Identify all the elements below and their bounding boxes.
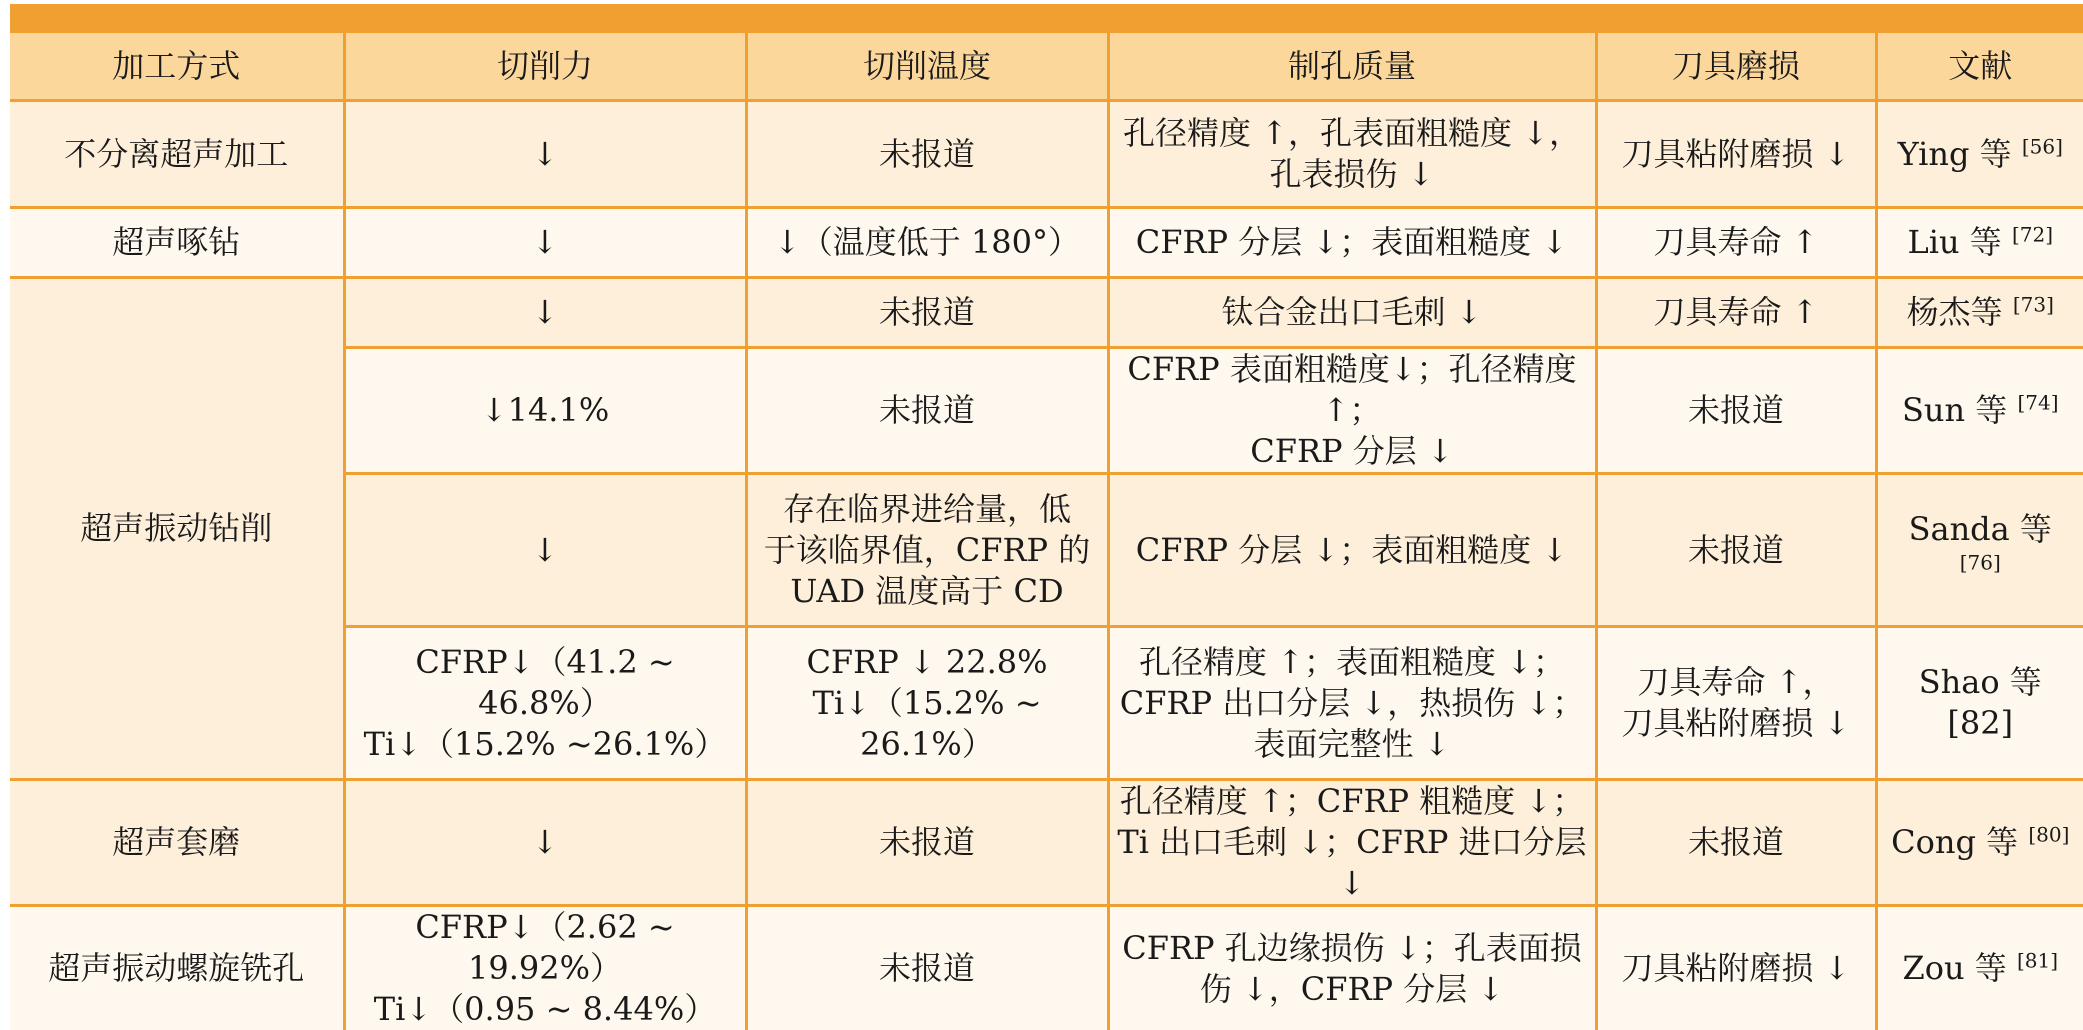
quality-cell xyxy=(1108,906,1596,1030)
table-row xyxy=(10,906,2083,1030)
header-cell: 文献 xyxy=(1876,32,2083,101)
cell-line: CFRP 分层 ↓ xyxy=(1116,431,1589,472)
wear-cell xyxy=(1596,474,1876,627)
cell-line: 孔径精度 ↑；CFRP 粗糙度 ↓； xyxy=(1116,781,1589,822)
cell-line: Ti↓（0.95 ~ 8.44%） xyxy=(352,989,739,1030)
cell-line: Ti 出口毛刺 ↓；CFRP 进口分层 ↓ xyxy=(1116,822,1589,904)
force-cell xyxy=(344,474,746,627)
header-cell: 切削温度 xyxy=(746,32,1108,101)
cell-line: 未报道 xyxy=(1604,530,1869,571)
ref-citation: [76] xyxy=(1960,550,2001,574)
ref-citation: [56] xyxy=(2022,134,2063,158)
table-row xyxy=(10,208,2083,278)
table-row xyxy=(10,780,2083,906)
ref-name: Ying 等 xyxy=(1898,135,2022,173)
cell-line: 存在临界进给量，低 xyxy=(754,489,1101,530)
ref-citation: [73] xyxy=(2013,292,2054,316)
temp-cell xyxy=(746,278,1108,348)
cell-line: ↓（温度低于 180°） xyxy=(754,222,1101,263)
temp-cell xyxy=(746,101,1108,208)
quality-cell xyxy=(1108,208,1596,278)
cell-line: 未报道 xyxy=(1604,390,1869,431)
ref-citation: [80] xyxy=(2028,822,2069,846)
cell-line: 未报道 xyxy=(754,822,1101,863)
ref-cell xyxy=(1876,208,2083,278)
cell-line: 表面完整性 ↓ xyxy=(1116,724,1589,765)
cell-line: ↓ xyxy=(352,530,739,571)
wear-cell xyxy=(1596,348,1876,474)
wear-cell xyxy=(1596,208,1876,278)
quality-cell xyxy=(1108,627,1596,780)
method-cell: 超声啄钻 xyxy=(10,208,344,278)
ref-citation: [72] xyxy=(2012,222,2053,246)
quality-cell xyxy=(1108,278,1596,348)
cell-line: CFRP 分层 ↓；表面粗糙度 ↓ xyxy=(1116,222,1589,263)
force-cell xyxy=(344,101,746,208)
ref-cell xyxy=(1876,627,2083,780)
force-cell xyxy=(344,627,746,780)
cell-line: 未报道 xyxy=(754,134,1101,175)
method-cell: 超声振动钻削 xyxy=(10,278,344,780)
header-cell: 制孔质量 xyxy=(1108,32,1596,101)
ref-name: Zou 等 xyxy=(1902,949,2016,987)
header-row xyxy=(10,32,2083,101)
ref-cell xyxy=(1876,906,2083,1030)
method-cell: 不分离超声加工 xyxy=(10,101,344,208)
cell-line: 孔表损伤 ↓ xyxy=(1116,154,1589,195)
ref-name: Sanda 等 xyxy=(1909,510,2052,548)
wear-cell xyxy=(1596,101,1876,208)
wear-cell xyxy=(1596,906,1876,1030)
ref-name: Liu 等 xyxy=(1907,223,2011,261)
cell-line: ↓ xyxy=(352,292,739,333)
cell-line: 钛合金出口毛刺 ↓ xyxy=(1116,292,1589,333)
force-cell xyxy=(344,906,746,1030)
cell-line: ↓ xyxy=(352,822,739,863)
force-cell xyxy=(344,278,746,348)
temp-cell xyxy=(746,780,1108,906)
header-cell: 加工方式 xyxy=(10,32,344,101)
temp-cell xyxy=(746,208,1108,278)
quality-cell xyxy=(1108,780,1596,906)
wear-cell xyxy=(1596,780,1876,906)
cell-line: 孔径精度 ↑，孔表面粗糙度 ↓， xyxy=(1116,113,1589,154)
cell-line: CFRP↓（41.2 ~ 46.8%） xyxy=(352,642,739,724)
ref-citation: [74] xyxy=(2017,390,2058,414)
cell-line: 未报道 xyxy=(754,390,1101,431)
wear-cell xyxy=(1596,627,1876,780)
cell-line: 未报道 xyxy=(754,292,1101,333)
comparison-table xyxy=(10,30,2083,1030)
temp-cell xyxy=(746,474,1108,627)
table-row xyxy=(10,278,2083,348)
cell-line: 于该临界值，CFRP 的 xyxy=(754,530,1101,571)
cell-line: 刀具粘附磨损 ↓ xyxy=(1604,134,1869,175)
cell-line: 孔径精度 ↑；表面粗糙度 ↓； xyxy=(1116,642,1589,683)
cell-line: Ti↓（15.2% ~ 26.1%） xyxy=(754,683,1101,765)
cell-line: ↓14.1% xyxy=(352,390,739,431)
header-cell: 切削力 xyxy=(344,32,746,101)
cell-line: CFRP ↓ 22.8% xyxy=(754,642,1101,683)
force-cell xyxy=(344,780,746,906)
ref-name: 杨杰等 xyxy=(1907,293,2013,331)
wear-cell xyxy=(1596,278,1876,348)
cell-line: Ti↓（15.2% ~26.1%） xyxy=(352,724,739,765)
cell-line: ↓ xyxy=(352,134,739,175)
force-cell xyxy=(344,208,746,278)
method-cell: 超声振动螺旋铣孔 xyxy=(10,906,344,1030)
cell-line: CFRP↓（2.62 ~ 19.92%） xyxy=(352,907,739,989)
cell-line: CFRP 分层 ↓；表面粗糙度 ↓ xyxy=(1116,530,1589,571)
temp-cell xyxy=(746,906,1108,1030)
quality-cell xyxy=(1108,474,1596,627)
cell-line: 刀具寿命 ↑ xyxy=(1604,292,1869,333)
method-cell: 超声套磨 xyxy=(10,780,344,906)
ref-citation: [81] xyxy=(2017,948,2058,972)
cell-line: 刀具粘附磨损 ↓ xyxy=(1604,703,1869,744)
cell-line: 刀具寿命 ↑ xyxy=(1604,222,1869,263)
table-row xyxy=(10,101,2083,208)
ref-cell xyxy=(1876,474,2083,627)
cell-line: CFRP 表面粗糙度↓；孔径精度↑； xyxy=(1116,349,1589,431)
temp-cell xyxy=(746,348,1108,474)
ref-cell xyxy=(1876,348,2083,474)
cell-line: ↓ xyxy=(352,222,739,263)
ref-cell xyxy=(1876,278,2083,348)
cell-line: 未报道 xyxy=(754,948,1101,989)
cell-line: CFRP 孔边缘损伤 ↓；孔表面损 xyxy=(1116,928,1589,969)
ref-name: Shao 等 [82] xyxy=(1919,663,2042,742)
quality-cell xyxy=(1108,348,1596,474)
cell-line: 刀具粘附磨损 ↓ xyxy=(1604,948,1869,989)
header-cell: 刀具磨损 xyxy=(1596,32,1876,101)
cell-line: UAD 温度高于 CD xyxy=(754,571,1101,612)
cell-line: 伤 ↓，CFRP 分层 ↓ xyxy=(1116,969,1589,1010)
ref-name: Cong 等 xyxy=(1891,823,2028,861)
cell-line: 未报道 xyxy=(1604,822,1869,863)
force-cell xyxy=(344,348,746,474)
ref-cell xyxy=(1876,101,2083,208)
ref-name: Sun 等 xyxy=(1902,391,2018,429)
cell-line: CFRP 出口分层 ↓，热损伤 ↓； xyxy=(1116,683,1589,724)
table-top-bar xyxy=(10,4,2083,30)
ref-cell xyxy=(1876,780,2083,906)
quality-cell xyxy=(1108,101,1596,208)
temp-cell xyxy=(746,627,1108,780)
cell-line: 刀具寿命 ↑， xyxy=(1604,662,1869,703)
